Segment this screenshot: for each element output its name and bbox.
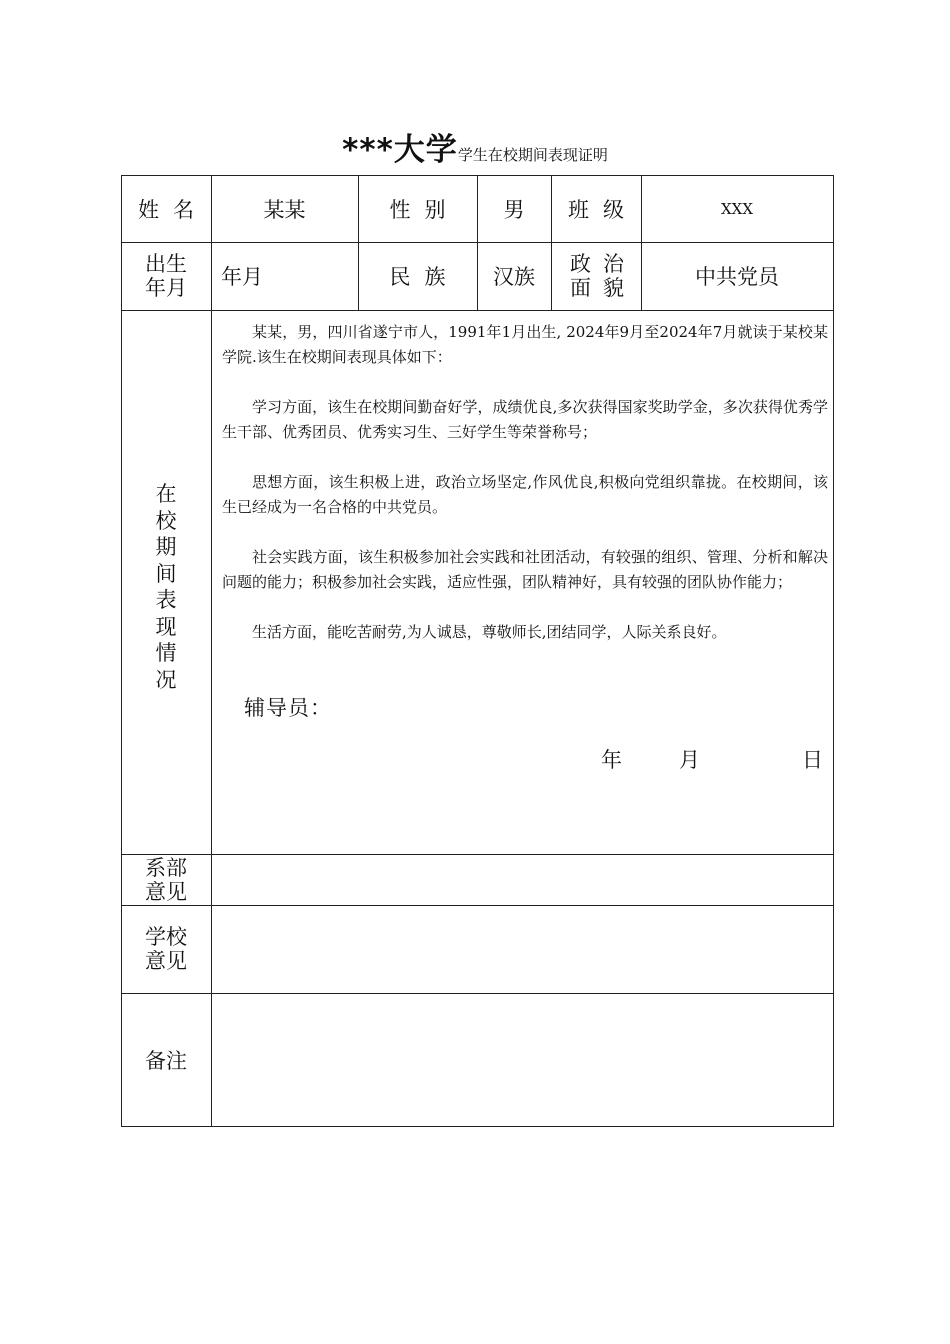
gender-label: 性别 [389, 197, 460, 222]
performance-label-char: 况 [155, 667, 177, 692]
table-border-right [833, 175, 834, 1127]
political-label-line1: 政治 [570, 252, 636, 276]
performance-label-char: 在 [155, 482, 177, 506]
performance-paragraph-practice: 社会实践方面，该生积极参加社会实践和社团活动，有较强的组织、管理、分析和解决问题的能力；积极参加社会实践，适应性强，团队精神好，具有较强的团队协作能力； [222, 548, 828, 591]
date-month: 月 [679, 748, 700, 772]
performance-paragraph-life: 生活方面，能吃苦耐劳,为人诚恳，尊敬师长,团结同学，人际关系良好。 [252, 623, 727, 641]
gender-value: 男 [503, 197, 525, 222]
dept-opinion-value [211, 854, 833, 905]
date-year: 年 [601, 748, 622, 772]
date-day: 日 [802, 748, 823, 772]
performance-label-char: 校 [155, 508, 177, 533]
performance-label-char: 情 [155, 641, 177, 665]
performance-paragraph-intro: 某某，男，四川省遂宁市人，1991年1月出生, 2024年9月至2024年7月就读于某校某学院.该生在校期间表现具体如下： [222, 323, 828, 366]
remarks-label: 备注 [145, 1048, 187, 1073]
document-title [0, 128, 950, 177]
birth-label-line1: 出生 [145, 252, 187, 276]
performance-label-char: 表 [155, 588, 177, 612]
political-label-line2: 面貌 [570, 276, 636, 300]
remarks-value [211, 993, 833, 1126]
performance-label [121, 310, 211, 854]
name-value: 某某 [263, 197, 306, 222]
school-opinion-label-line2: 意见 [145, 949, 187, 973]
table-border-bottom [121, 1126, 834, 1127]
ethnicity-label: 民族 [389, 265, 460, 289]
class-value: XXX [720, 199, 754, 218]
ethnicity-value: 汉族 [493, 265, 535, 289]
performance-label-char: 间 [155, 561, 177, 586]
dept-opinion-label [121, 854, 211, 905]
table-rule [121, 310, 834, 311]
performance-label-char: 现 [155, 614, 177, 639]
school-opinion-label-line1: 学校 [145, 925, 187, 949]
performance-paragraph-ideology: 思想方面，该生积极上进，政治立场坚定,作风优良,积极向党组织靠拢。在校期间，该生已经成为一名合格的中共党员。 [222, 473, 828, 516]
birth-label-line2: 年月 [145, 276, 187, 300]
performance-text [222, 320, 828, 670]
counselor-signature-label: 辅导员： [244, 696, 332, 720]
class-label: 班级 [568, 197, 638, 222]
dept-opinion-label-line2: 意见 [145, 879, 187, 904]
performance-paragraph-study: 学习方面，该生在校期间勤奋好学，成绩优良,多次获得国家奖助学金，多次获得优秀学生干部、优秀团员、优秀实习生、三好学生等荣誉称号； [222, 398, 828, 441]
political-value: 中共党员 [695, 265, 779, 289]
performance-label-char: 期 [155, 535, 177, 559]
school-opinion-value [211, 905, 833, 993]
political-label [551, 242, 641, 310]
birth-label [121, 242, 211, 310]
name-label: 姓名 [138, 197, 208, 222]
school-opinion-label [121, 905, 211, 993]
birth-value: 年月 [221, 265, 263, 289]
title-sub: 学生在校期间表现证明 [457, 146, 608, 164]
title-main: ***大学 [342, 132, 458, 168]
dept-opinion-label-line1: 系部 [145, 855, 187, 880]
